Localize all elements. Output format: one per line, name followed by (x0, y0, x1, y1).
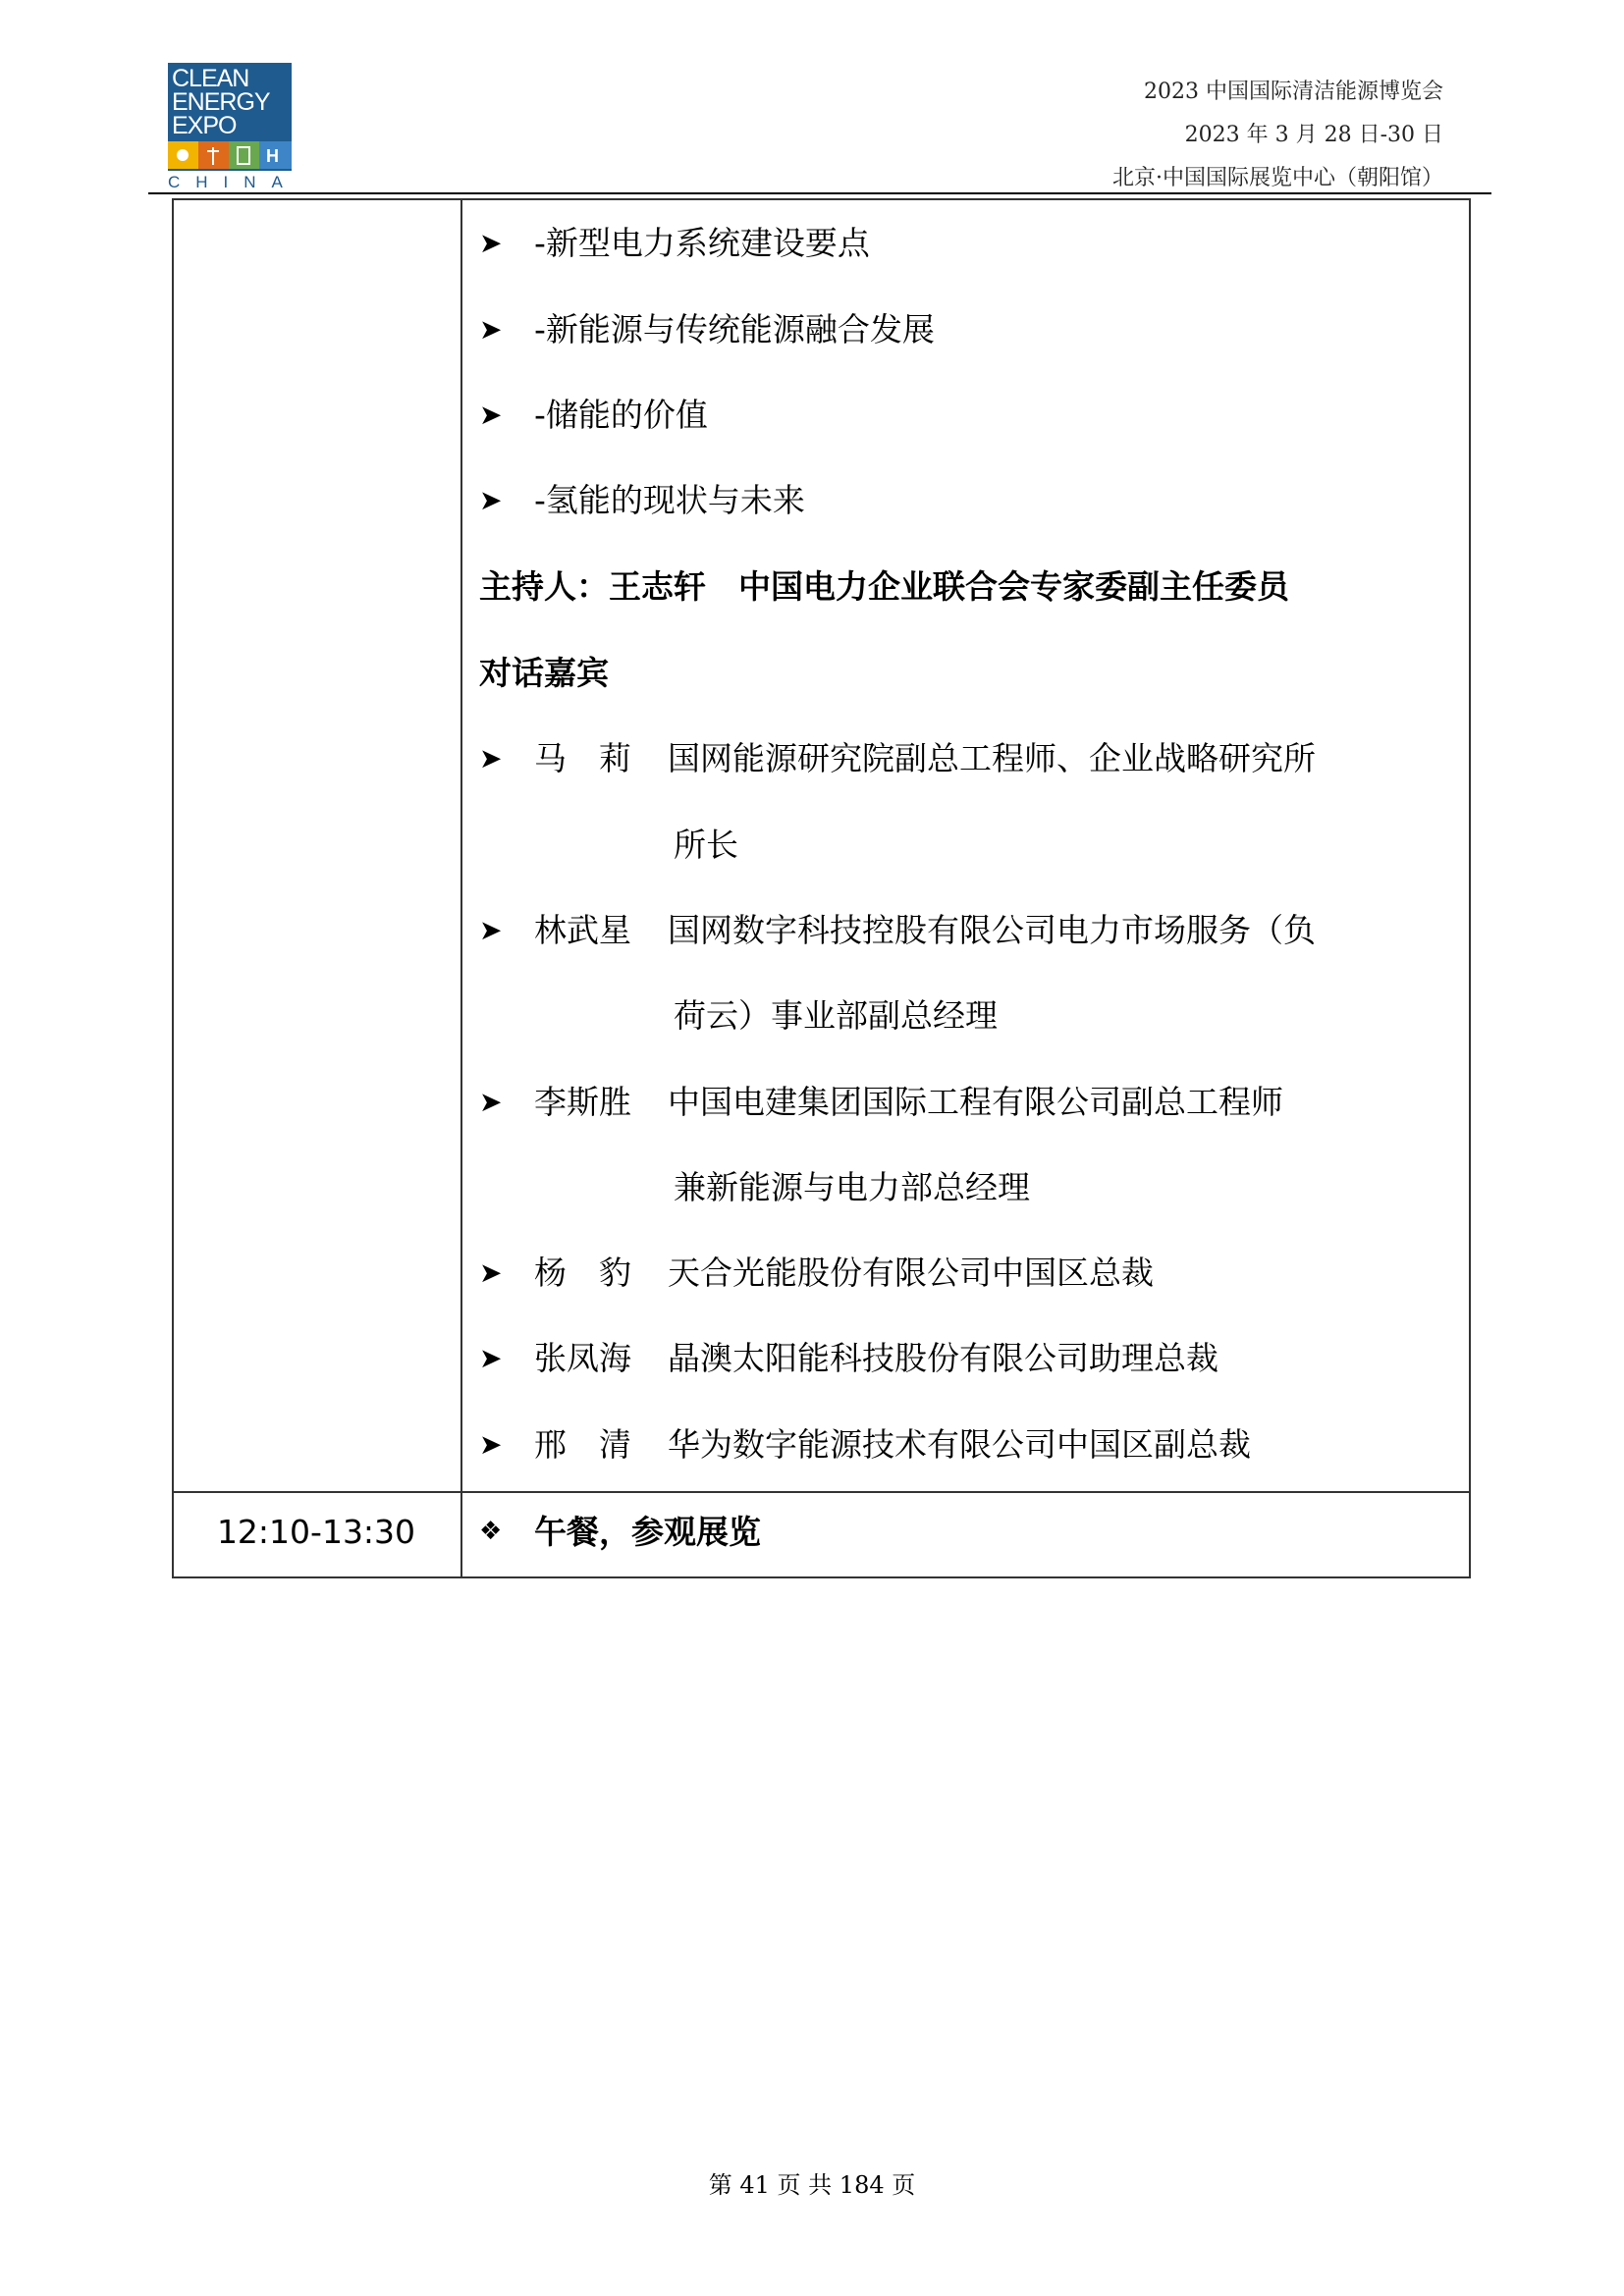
arrow-bullet-icon: ➤ (479, 1086, 503, 1118)
guest-name: 林武星 (534, 911, 631, 949)
topic-text: -新能源与传统能源融合发展 (534, 310, 935, 348)
schedule-activity: 午餐，参观展览 (534, 1513, 761, 1551)
arrow-bullet-icon: ➤ (479, 914, 503, 946)
guest-name: 张凤海 (534, 1339, 631, 1377)
arrow-bullet-icon: ➤ (479, 313, 503, 346)
moderator-line: 主持人：王志轩 中国电力企业联合会专家委副主任委员 (479, 567, 1289, 606)
arrow-bullet-icon: ➤ (479, 399, 503, 431)
logo-line-1: CLEAN (172, 65, 249, 92)
guest-title: 国网数字科技控股有限公司电力市场服务（负 (668, 911, 1316, 949)
guest-title: 天合光能股份有限公司中国区总裁 (668, 1254, 1154, 1292)
guest-title: 中国电建集团国际工程有限公司副总工程师 (668, 1083, 1283, 1121)
guest-title: 国网能源研究院副总工程师、企业战略研究所 (668, 739, 1316, 777)
logo-country: CHINA (168, 173, 298, 191)
guest-title: 兼新能源与电力部总经理 (674, 1168, 1030, 1206)
guest-name: 李斯胜 (534, 1083, 631, 1121)
event-dates: 2023 年 3 月 28 日-30 日 (1184, 123, 1443, 147)
event-name: 2023 中国国际清洁能源博览会 (1144, 80, 1443, 104)
guest-title: 晶澳太阳能科技股份有限公司助理总裁 (668, 1339, 1218, 1377)
header-rule (148, 192, 1491, 194)
guest-name: 杨 豹 (534, 1254, 631, 1292)
table-row-divider (172, 1491, 1471, 1493)
arrow-bullet-icon: ➤ (479, 742, 503, 774)
arrow-bullet-icon: ➤ (479, 1256, 503, 1289)
panel-heading: 对话嘉宾 (479, 654, 609, 692)
diamond-bullet-icon: ❖ (479, 1517, 503, 1546)
expo-logo (168, 63, 298, 191)
arrow-bullet-icon: ➤ (479, 1342, 503, 1374)
schedule-time: 12:10-13:30 (216, 1513, 416, 1551)
logo-icon-strip (168, 141, 292, 169)
topic-text: -储能的价值 (534, 396, 708, 434)
arrow-bullet-icon: ➤ (479, 1428, 503, 1461)
guest-name: 马 莉 (534, 739, 631, 777)
logo-line-2: ENERGY (172, 88, 270, 116)
svg-text:H: H (266, 146, 279, 166)
logo-line-3: EXPO (172, 112, 237, 139)
guest-title: 华为数字能源技术有限公司中国区副总裁 (668, 1425, 1251, 1464)
guest-name: 邢 清 (534, 1425, 631, 1464)
topic-text: -氢能的现状与未来 (534, 481, 805, 519)
topic-text: -新型电力系统建设要点 (534, 224, 870, 262)
arrow-bullet-icon: ➤ (479, 484, 503, 516)
guest-title: 荷云）事业部副总经理 (674, 996, 998, 1035)
arrow-bullet-icon: ➤ (479, 227, 503, 259)
event-venue: 北京·中国国际展览中心（朝阳馆） (1112, 166, 1443, 190)
guest-title: 所长 (674, 826, 738, 864)
table-column-divider (460, 198, 462, 1578)
page-number: 第 41 页 共 184 页 (708, 2171, 916, 2199)
